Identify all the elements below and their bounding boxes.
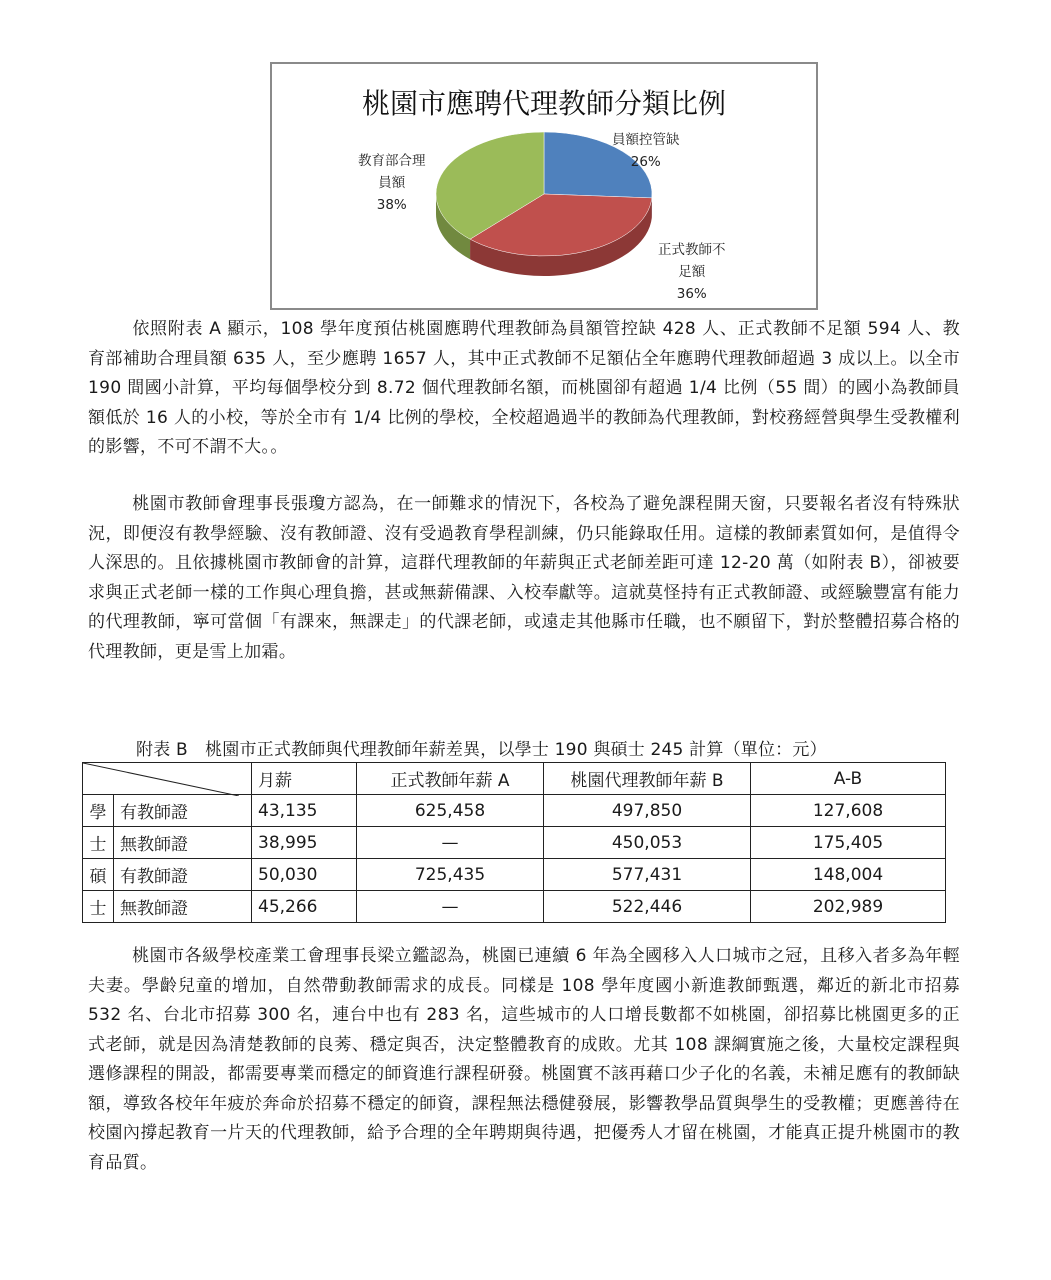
cell-difference: 127,608	[751, 795, 946, 827]
cell-monthly: 38,995	[252, 827, 357, 859]
paragraph-2	[88, 490, 960, 667]
cell-monthly: 45,266	[252, 891, 357, 923]
paragraph-3-text: 桃園市各級學校產業工會理事長梁立鑑認為，桃園已連續 6 年為全國移入人口城市之冠，且移入者多為年輕夫妻。學齡兒童的增加，自然帶動教師需求的成長。同樣是 108 學年度國小新進教師甄選，鄰近的新北市招募 532 名、台北市招募 300 名，連台中也有 283 名，這些城市的人口增長數都不如桃園，卻招募比桃園更多的正式老師，就是因為清楚教師的良莠、穩定與否，決定整體教育的成敗。尤其 108 課綱實施之後，大量校定課程與選修課程的開設，都需要專業而穩定的師資進行課程研發。桃園實不該再藉口少子化的名義，未補足應有的教師缺額，導致各校年年疲於奔命於招募不穩定的師資，課程無法穩健發展，影響教學品質與學生的受教權；更應善待在校園內撐起教育一片天的代理教師，給予合理的全年聘期與待遇，把優秀人才留在桃園，才能真正提升桃園市的教育品質。	[88, 946, 960, 1173]
table-corner-cell	[83, 763, 252, 795]
cell-formal-annual: —	[357, 891, 544, 923]
header-monthly: 月薪	[252, 763, 357, 795]
corner-diagonal	[83, 763, 239, 796]
slice-label-formal-shortage-line1: 正式教師不	[658, 242, 726, 258]
salary-table	[82, 762, 946, 923]
paragraph-2-text: 桃園市教師會理事長張瓊方認為，在一師難求的情況下，各校為了避免課程開天窗，只要報名者沒有特殊狀況，即便沒有教學經驗、沒有教師證、沒有受過教育學程訓練，仍只能錄取任用。這樣的教師素質如何，是值得令人深思的。且依據桃園市教師會的計算，這群代理教師的年薪與正式老師差距可達 12-20 萬（如附表 B），卻被要求與正式老師一樣的工作與心理負擔，甚或無薪備課、入校奉獻等。這就莫怪持有正式教師證、或經驗豐富有能力的代理教師，寧可當個「有課來，無課走」的代課老師，或遠走其他縣市任職，也不願留下，對於整體招募合格的代理教師，更是雪上加霜。	[88, 494, 960, 662]
table-caption: 附表 B 桃園市正式教師與代理教師年薪差異，以學士 190 與碩士 245 計算（單位：元）	[136, 740, 827, 760]
slice-label-formal-shortage	[658, 239, 726, 305]
cell-difference: 148,004	[751, 859, 946, 891]
table-row	[83, 891, 946, 923]
slice-label-formal-shortage-value: 36%	[676, 286, 707, 302]
group-label-master-1: 碩	[83, 859, 114, 891]
cell-formal-annual: 625,458	[357, 795, 544, 827]
cell-formal-annual: —	[357, 827, 544, 859]
cell-monthly: 43,135	[252, 795, 357, 827]
cell-substitute-annual: 497,850	[544, 795, 751, 827]
header-difference: A-B	[751, 763, 946, 795]
row-label: 無教師證	[114, 827, 252, 859]
cell-substitute-annual: 577,431	[544, 859, 751, 891]
row-label: 有教師證	[114, 859, 252, 891]
chart-title: 桃園市應聘代理教師分類比例	[361, 87, 726, 120]
slice-label-moe-reasonable	[358, 150, 426, 216]
cell-substitute-annual: 522,446	[544, 891, 751, 923]
slice-label-quota-control-value: 26%	[630, 154, 661, 170]
cell-substitute-annual: 450,053	[544, 827, 751, 859]
slice-label-moe-reasonable-line1: 教育部合理	[358, 153, 426, 169]
slice-label-moe-reasonable-value: 38%	[376, 197, 407, 213]
table-header-row	[83, 763, 946, 795]
slice-label-formal-shortage-line2: 足額	[678, 264, 706, 280]
paragraph-1-text: 依照附表 A 顯示，108 學年度預估桃園應聘代理教師為員額管控缺 428 人、正式教師不足額 594 人、教育部補助合理員額 635 人，至少應聘 1657 人，其中正式教師不足額佔全年應聘代理教師超過 3 成以上。以全市 190 間國小計算，平均每個學校分到 8.72 個代理教師名額，而桃園卻有超過 1/4 比例（55 間）的國小為教師員額低於 16 人的小校，等於全市有 1/4 比例的學校，全校超過過半的教師為代理教師，對校務經營與學生受教權利的影響，不可不謂不大。。	[88, 319, 960, 457]
header-formal-annual: 正式教師年薪 A	[357, 763, 544, 795]
header-substitute-annual: 桃園代理教師年薪 B	[544, 763, 751, 795]
group-label-bachelor-2: 士	[83, 827, 114, 859]
slice-label-moe-reasonable-line2: 員額	[378, 175, 406, 191]
cell-formal-annual: 725,435	[357, 859, 544, 891]
table-row	[83, 859, 946, 891]
slice-label-quota-control-name: 員額控管缺	[612, 132, 680, 148]
table-row	[83, 795, 946, 827]
pie-chart	[270, 62, 818, 310]
cell-difference: 175,405	[751, 827, 946, 859]
paragraph-3	[88, 942, 960, 1178]
table-row	[83, 827, 946, 859]
row-label: 無教師證	[114, 891, 252, 923]
group-label-master-2: 士	[83, 891, 114, 923]
cell-difference: 202,989	[751, 891, 946, 923]
group-label-bachelor-1: 學	[83, 795, 114, 827]
slice-label-quota-control	[612, 129, 680, 173]
paragraph-1	[88, 315, 960, 463]
cell-monthly: 50,030	[252, 859, 357, 891]
row-label: 有教師證	[114, 795, 252, 827]
